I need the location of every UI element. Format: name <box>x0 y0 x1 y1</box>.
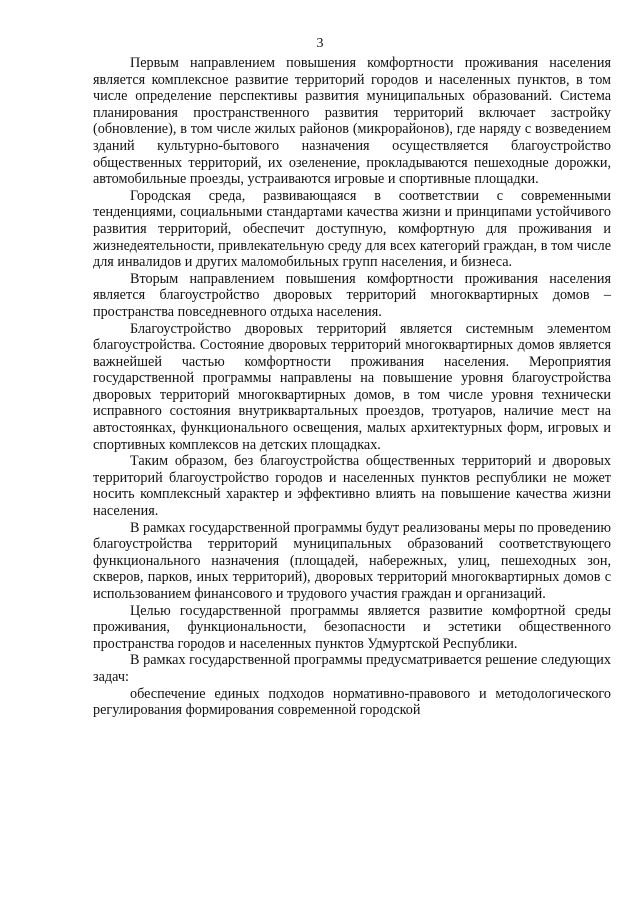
paragraph: Таким образом, без благоустройства общественных территорий и дворовых территорий благоустройство городов и населенных пунктов республики не может носить комплексный характер и эффективно влиять на повышение качества жизни населения. <box>93 453 611 520</box>
paragraph: Вторым направлением повышения комфортности проживания населения является благоустройство дворовых территорий многоквартирных домов – пространства повседневного отдыха населения. <box>93 270 611 320</box>
paragraph: Первым направлением повышения комфортности проживания населения является комплексное развитие территорий городов и населенных пунктов, в том числе определение перспективы развития муниципальных образований. Система планирования пространственного развития территорий включает застройку (обновление), в том числе жилых районов (микрорайонов), где наряду с возведением зданий культурно-бытового назначения осуществляется благоустройство общественных территорий, их озеленение, прокладываются пешеходные дорожки, автомобильные проезды, устраиваются игровые и спортивные площадки. <box>93 55 611 188</box>
paragraph: Целью государственной программы является развитие комфортной среды проживания, функциональности, безопасности и эстетики общественного пространства городов и населенных пунктов Удмуртской Республики. <box>93 602 611 652</box>
paragraph: Городская среда, развивающаяся в соответствии с современными тенденциями, социальными стандартами качества жизни и принципами устойчивого развития территорий, обеспечит доступную, комфортную для проживания и жизнедеятельности, привлекательную среду для всех категорий граждан, в том числе для инвалидов и других маломобильных групп населения, и бизнеса. <box>93 187 611 271</box>
paragraph: обеспечение единых подходов нормативно-правового и методологического регулирования формирования современной городской <box>93 685 611 719</box>
paragraph: Благоустройство дворовых территорий является системным элементом благоустройства. Состояние дворовых территорий многоквартирных домов является важнейшей частью комфортности проживания населения. Мероприятия государственной программы направлены на повышение уровня благоустройства дворовых территорий многоквартирных домов, в том числе уровня технически исправного состояния внутриквартальных проездов, тротуаров, наличие мест на автостоянках, функционального освещения, малых архитектурных форм, игровых и спортивных комплексов на детских площадках. <box>93 320 611 453</box>
page-number: 3 <box>316 36 324 51</box>
document-body <box>93 55 611 719</box>
paragraph: В рамках государственной программы предусматривается решение следующих задач: <box>93 652 611 685</box>
paragraph: В рамках государственной программы будут реализованы меры по проведению благоустройства территорий муниципальных образований соответствующего функционального назначения (площадей, набережных, улиц, пешеходных зон, скверов, парков, иных территорий), дворовых территорий многоквартирных домов с использованием финансового и трудового участия граждан и организаций. <box>93 519 611 602</box>
